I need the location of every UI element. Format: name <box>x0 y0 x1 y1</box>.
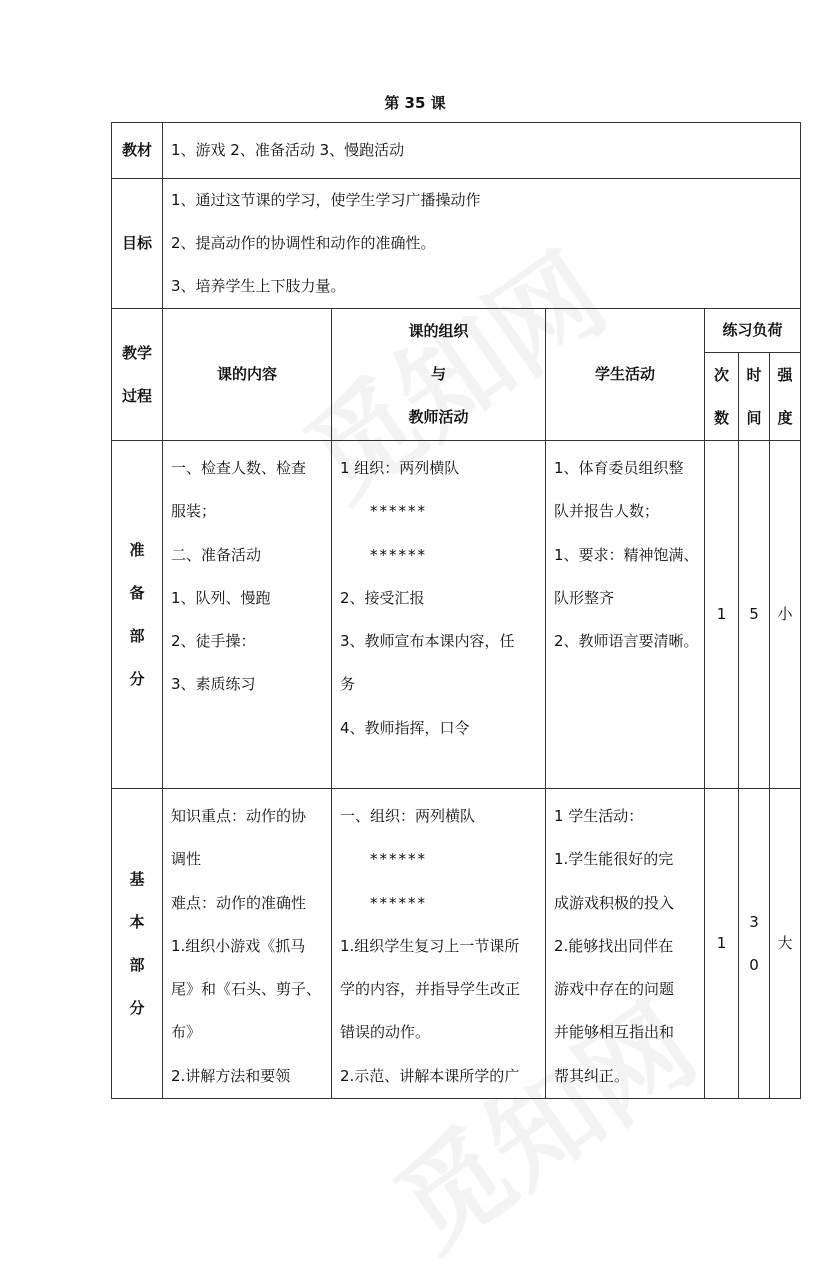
content-line: 1.组织小游戏《抓马 <box>171 936 306 955</box>
preparation-intensity: 小 <box>770 441 801 789</box>
count-header: 次 数 <box>705 353 739 441</box>
goal-item: 3、培养学生上下肢力量。 <box>171 277 346 295</box>
student-line: 队并报告人数； <box>554 502 660 521</box>
goals-label: 目标 <box>112 179 163 309</box>
student-line: 队形整齐 <box>554 588 615 607</box>
organization-header: 课的组织 与 教师活动 <box>332 309 546 441</box>
goals-list <box>163 179 801 309</box>
basic-count: 1 <box>705 789 739 1099</box>
student-line: 1、要求：精神饱满、 <box>554 545 699 564</box>
organization-line: 1 组织：两列横队 <box>340 459 460 477</box>
organization-line: 学的内容，并指导学生改正 <box>340 980 521 999</box>
formation-stars: ****** <box>370 502 427 521</box>
organization-line: 务 <box>340 675 356 694</box>
organization-line: 2、接受汇报 <box>340 588 425 607</box>
basic-intensity: 大 <box>770 789 801 1099</box>
basic-student-activity <box>546 789 705 1099</box>
preparation-section-label: 准 备 部 分 <box>112 441 163 789</box>
content-line: 知识重点：动作的协 <box>171 807 307 825</box>
basic-content <box>163 789 332 1099</box>
content-line: 2.讲解方法和要领 <box>171 1066 291 1085</box>
student-activity-header: 学生活动 <box>546 309 705 441</box>
preparation-row <box>112 441 801 789</box>
content-header: 课的内容 <box>163 309 332 441</box>
content-line: 难点：动作的准确性 <box>171 893 307 912</box>
goals-row <box>112 179 801 309</box>
material-row <box>112 123 801 179</box>
student-line: 2、教师语言要清晰。 <box>554 632 699 651</box>
preparation-organization <box>332 441 546 789</box>
basic-row <box>112 789 801 1099</box>
preparation-content <box>163 441 332 789</box>
formation-stars: ****** <box>370 893 427 912</box>
student-line: 1、体育委员组织整 <box>554 459 684 477</box>
time-header: 时 间 <box>739 353 770 441</box>
student-line: 1 学生活动： <box>554 807 644 825</box>
content-line: 3、素质练习 <box>171 675 256 694</box>
organization-line: 2.示范、讲解本课所学的广 <box>340 1066 520 1085</box>
goal-item: 2、提高动作的协调性和动作的准确性。 <box>171 234 436 252</box>
formation-stars: ****** <box>370 850 427 869</box>
content-line: 调性 <box>171 850 202 869</box>
student-line: 帮其纠正。 <box>554 1066 630 1085</box>
content-line: 二、准备活动 <box>171 545 262 564</box>
student-line: 2.能够找出同伴在 <box>554 936 674 955</box>
page-title: 第 35 课 <box>384 94 446 112</box>
organization-line: 1.组织学生复习上一节课所 <box>340 936 520 955</box>
formation-stars: ****** <box>370 545 427 564</box>
preparation-student-activity <box>546 441 705 789</box>
content-line: 布》 <box>171 1023 202 1042</box>
organization-line: 一、组织：两列横队 <box>340 807 476 825</box>
preparation-count: 1 <box>705 441 739 789</box>
student-line: 成游戏积极的投入 <box>554 893 675 912</box>
content-line: 服装； <box>171 502 217 521</box>
basic-section-label: 基 本 部 分 <box>112 789 163 1099</box>
content-line: 一、检查人数、检查 <box>171 459 307 477</box>
lesson-plan-table <box>111 122 801 1099</box>
student-line: 游戏中存在的问题 <box>554 980 675 999</box>
practice-load-header: 练习负荷 <box>705 309 801 353</box>
header-row <box>112 309 801 353</box>
basic-organization <box>332 789 546 1099</box>
content-line: 尾》和《石头、剪子、 <box>171 980 322 999</box>
material-label: 教材 <box>112 123 163 179</box>
material-content: 1、游戏 2、准备活动 3、慢跑活动 <box>163 123 801 179</box>
preparation-time: 5 <box>739 441 770 789</box>
organization-line: 4、教师指挥，口令 <box>340 718 470 737</box>
goal-item: 1、通过这节课的学习，使学生学习广播操动作 <box>171 191 481 209</box>
organization-line: 错误的动作。 <box>340 1023 431 1042</box>
content-line: 1、队列、慢跑 <box>171 588 271 607</box>
process-header: 教学 过程 <box>112 309 163 441</box>
content-line: 2、徒手操： <box>171 632 256 651</box>
student-line: 1.学生能很好的完 <box>554 850 674 869</box>
intensity-header: 强 度 <box>770 353 801 441</box>
organization-line: 3、教师宣布本课内容，任 <box>340 632 515 651</box>
student-line: 并能够相互指出和 <box>554 1023 675 1042</box>
basic-time: 3 0 <box>739 789 770 1099</box>
